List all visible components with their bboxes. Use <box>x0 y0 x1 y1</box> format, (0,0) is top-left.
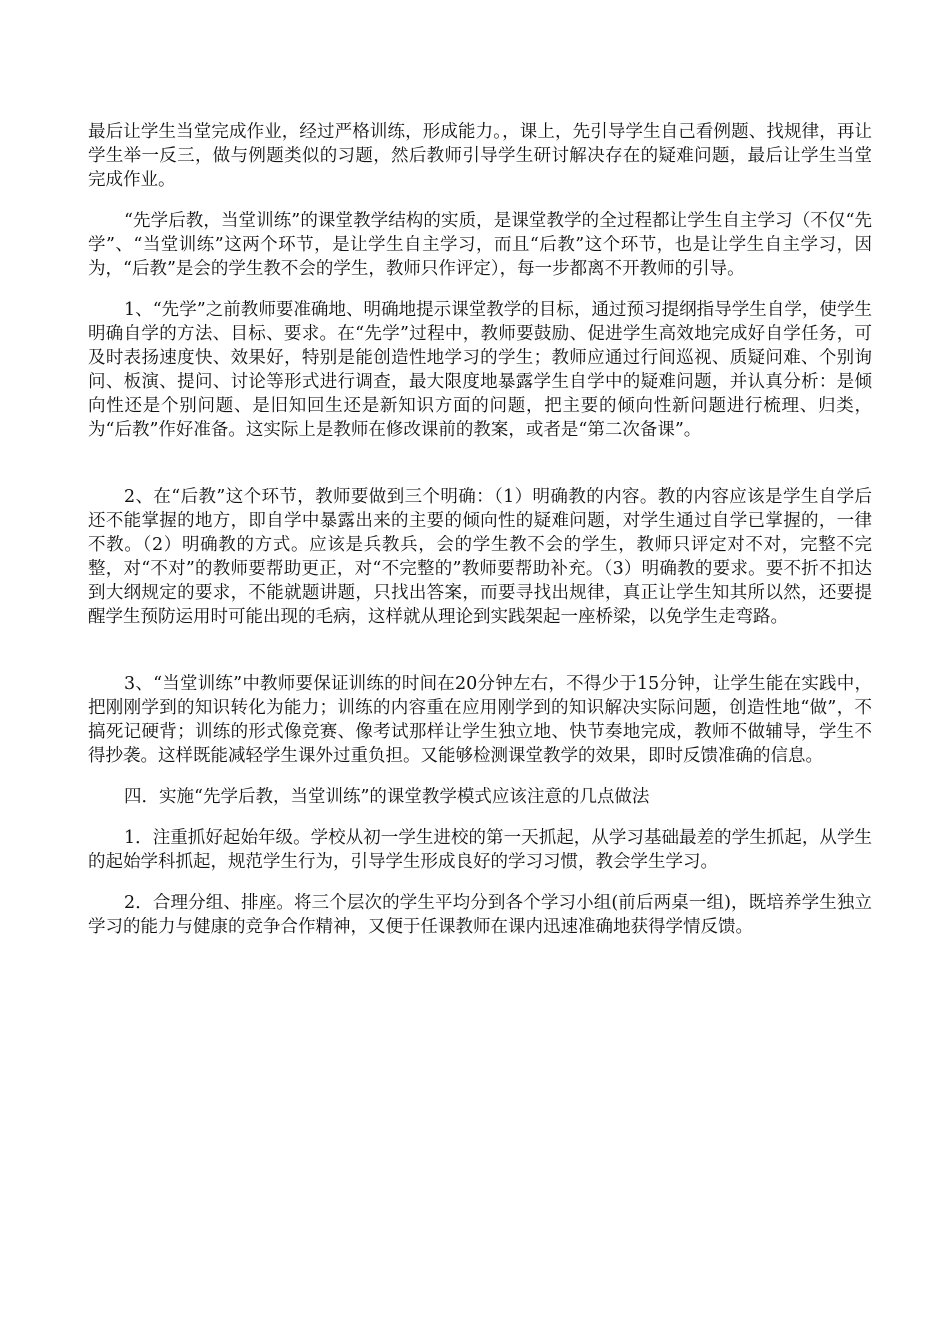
section-heading-4: 四．实施“先学后教，当堂训练”的课堂教学模式应该注意的几点做法 <box>124 787 650 807</box>
document-body <box>88 120 872 956</box>
paragraph-point-1: 1、“先学”之前教师要准确地、明确地提示课堂教学的目标，通过预习提纲指导学生自学，使学生明确自学的方法、目标、要求。在“先学”过程中，教师要鼓励、促进学生高效地完成好自学任务，可及时表扬速度快、效果好，特别是能创造性地学习的学生；教师应通过行间巡视、质疑问难、个别询问、板演、提问、讨论等形式进行调查，最大限度地暴露学生自学中的疑难问题，并认真分析：是倾向性还是个别问题、是旧知回生还是新知识方面的问题，把主要的倾向性新问题进行梳理、归类，为“后教”作好准备。这实际上是教师在修改课前的教案，或者是“第二次备课”。 <box>88 300 872 440</box>
paragraph-point-2: 2、在“后教”这个环节，教师要做到三个明确：（1）明确教的内容。教的内容应该是学生自学后还不能掌握的地方，即自学中暴露出来的主要的倾向性的疑难问题，对学生通过自学已掌握的，一律不教。（2）明确教的方式。应该是兵教兵，会的学生教不会的学生，教师只评定对不对，完整不完整，对“不对”的教师要帮助更正，对“不完整的”教师要帮助补充。（3）明确教的要求。要不折不扣达到大纲规定的要求，不能就题讲题，只找出答案，而要寻找出规律，真正让学生知其所以然，还要提醒学生预防运用时可能出现的毛病，这样就从理论到实践架起一座桥梁，以免学生走弯路。 <box>88 487 872 627</box>
paragraph-essence: “先学后教，当堂训练”的课堂教学结构的实质，是课堂教学的全过程都让学生自主学习（不仅“先学”、“当堂训练”这两个环节，是让学生自主学习，而且“后教”这个环节，也是让学生自主学习，因为，“后教”是会的学生教不会的学生，教师只作评定），每一步都离不开教师的引导。 <box>88 211 872 279</box>
paragraph-intro: 最后让学生当堂完成作业，经过严格训练，形成能力。，课上，先引导学生自己看例题、找规律，再让学生举一反三，做与例题类似的习题，然后教师引导学生研讨解决存在的疑难问题，最后让学生当堂完成作业。 <box>88 122 872 190</box>
paragraph-item-1: 1．注重抓好起始年级。学校从初一学生进校的第一天抓起，从学习基础最差的学生抓起，从学生的起始学科抓起，规范学生行为，引导学生形成良好的学习习惯，教会学生学习。 <box>88 828 872 872</box>
paragraph-point-3: 3、“当堂训练”中教师要保证训练的时间在20分钟左右，不得少于15分钟，让学生能在实践中，把刚刚学到的知识转化为能力；训练的内容重在应用刚学到的知识解决实际问题，创造性地“做”，不搞死记硬背；训练的形式像竞赛、像考试那样让学生独立地、快节奏地完成，教师不做辅导，学生不得抄袭。这样既能减轻学生课外过重负担。又能够检测课堂教学的效果，即时反馈准确的信息。 <box>88 674 872 766</box>
paragraph-item-2: 2．合理分组、排座。将三个层次的学生平均分到各个学习小组(前后两桌一组)，既培养学生独立学习的能力与健康的竞争合作精神，又便于任课教师在课内迅速准确地获得学情反馈。 <box>88 893 872 937</box>
